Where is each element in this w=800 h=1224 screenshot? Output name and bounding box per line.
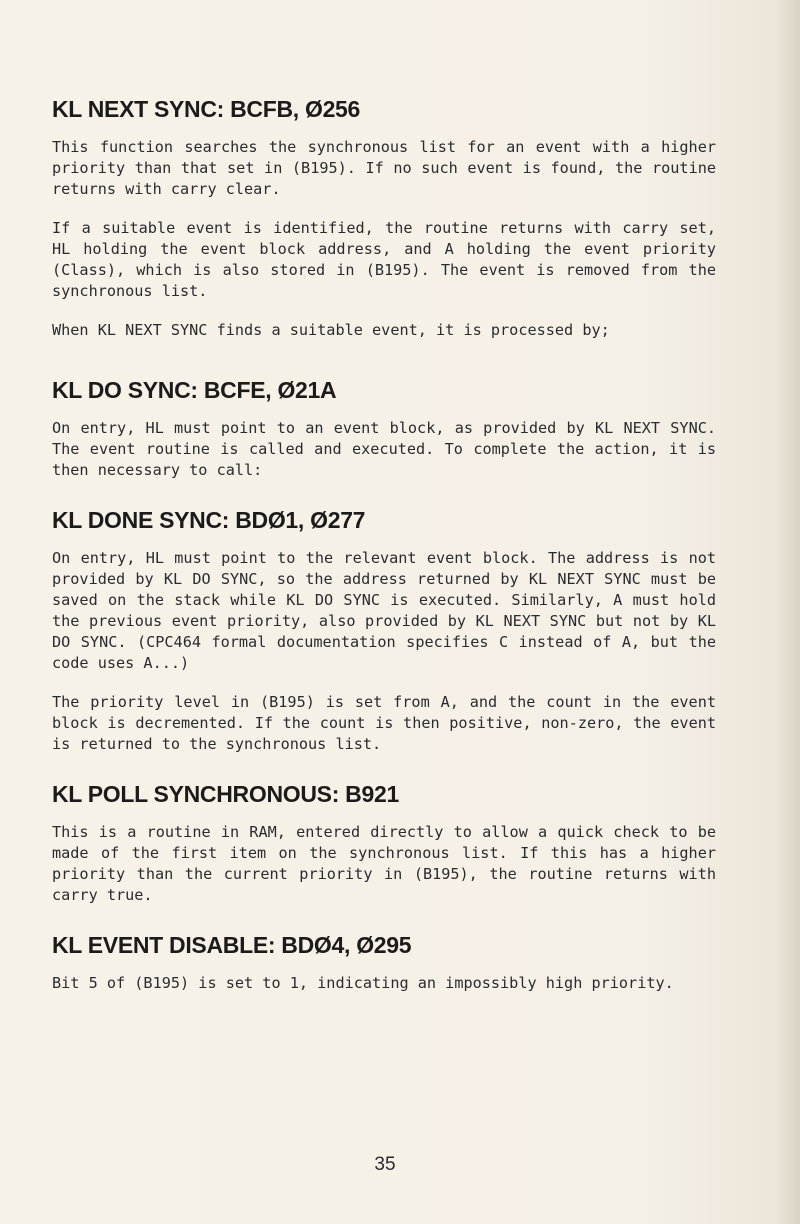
paragraph: If a suitable event is identified, the routine returns with carry set, HL holding the event block address, and A holding the event priority (Class), which is also stored in (B195). The event is removed from the synchronous list. (52, 219, 716, 300)
section-heading: KL DONE SYNC: BDØ1, Ø277 (52, 507, 366, 533)
paragraph: This is a routine in RAM, entered directly to allow a quick check to be made of the first item on the synchronous list. If this has a higher priority than the current priority in (B195), the routine returns with carry true. (52, 823, 716, 904)
section-kl-done-sync (52, 507, 716, 755)
paragraph: When KL NEXT SYNC finds a suitable event, it is processed by; (52, 321, 610, 339)
section-heading: KL DO SYNC: BCFE, Ø21A (52, 377, 337, 403)
page-number: 35 (374, 1154, 396, 1175)
paragraph: On entry, HL must point to the relevant event block. The address is not provided by KL DO SYNC, so the address returned by KL NEXT SYNC must be saved on the stack while KL DO SYNC is executed. Similarly, A must hold the previous event priority, also provided by KL NEXT SYNC but not by KL DO SYNC. (CPC464 formal documentation specifies C instead of A, but the code uses A...) (52, 549, 716, 672)
section-heading: KL EVENT DISABLE: BDØ4, Ø295 (52, 932, 412, 958)
section-kl-event-disable (52, 932, 716, 994)
section-kl-next-sync (52, 96, 716, 341)
section-heading: KL POLL SYNCHRONOUS: B921 (52, 781, 399, 807)
page-content (52, 96, 716, 1020)
paragraph: The priority level in (B195) is set from A, and the count in the event block is decremented. If the count is then positive, non-zero, the event is returned to the synchronous list. (52, 693, 716, 753)
section-heading: KL NEXT SYNC: BCFB, Ø256 (52, 96, 361, 122)
section-kl-poll-synchronous (52, 781, 716, 906)
paragraph: On entry, HL must point to an event block, as provided by KL NEXT SYNC. The event routine is called and executed. To complete the action, it is then necessary to call: (52, 419, 716, 479)
paragraph: This function searches the synchronous list for an event with a higher priority than that set in (B195). If no such event is found, the routine returns with carry clear. (52, 138, 716, 198)
paragraph: Bit 5 of (B195) is set to 1, indicating an impossibly high priority. (52, 974, 674, 992)
section-kl-do-sync (52, 377, 716, 481)
